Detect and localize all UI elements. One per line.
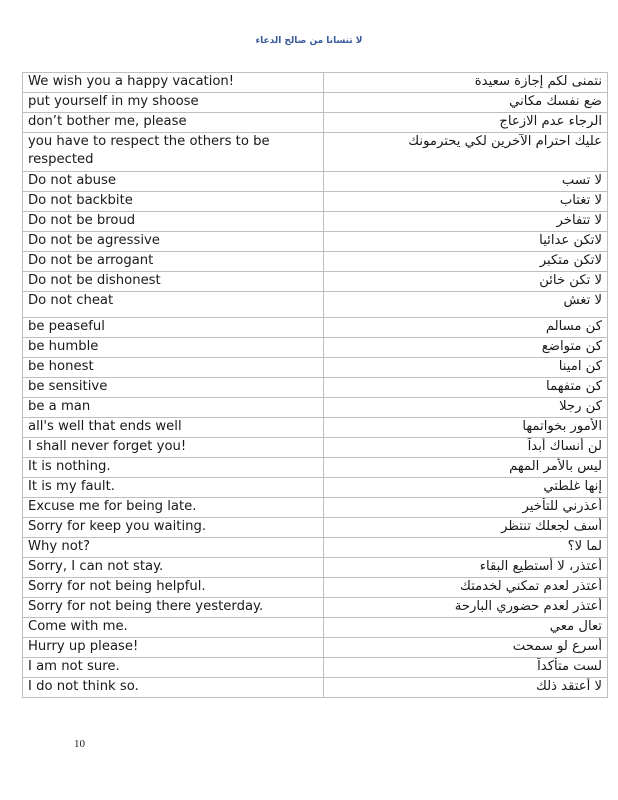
arabic-translation: إنها غلطتي bbox=[324, 478, 608, 498]
table-row bbox=[23, 658, 608, 678]
arabic-translation: كن امينا bbox=[324, 358, 608, 378]
arabic-translation: ليس بالأمر المهم bbox=[324, 458, 608, 478]
english-phrase: put yourself in my shoose bbox=[23, 93, 324, 113]
table-row bbox=[23, 598, 608, 618]
english-phrase: Do not abuse bbox=[23, 172, 324, 192]
arabic-translation: تعال معي bbox=[324, 618, 608, 638]
page-header: لا تنسانا من صالح الدعاء bbox=[255, 36, 363, 46]
table-row bbox=[23, 73, 608, 93]
english-phrase: Do not be agressive bbox=[23, 232, 324, 252]
english-phrase: don’t bother me, please bbox=[23, 113, 324, 133]
table-row bbox=[23, 618, 608, 638]
table-row bbox=[23, 538, 608, 558]
arabic-translation: لن أنساك أبداً bbox=[324, 438, 608, 458]
arabic-translation: كن متفهما bbox=[324, 378, 608, 398]
table-row bbox=[23, 192, 608, 212]
arabic-translation: نتمنى لكم إجازة سعيدة bbox=[324, 73, 608, 93]
english-phrase: you have to respect the others to be respected bbox=[23, 133, 324, 172]
english-phrase: Hurry up please! bbox=[23, 638, 324, 658]
page-number: 10 bbox=[74, 738, 85, 750]
table-row bbox=[23, 518, 608, 538]
arabic-translation: لا تكن خائن bbox=[324, 272, 608, 292]
arabic-translation: لا تسب bbox=[324, 172, 608, 192]
english-phrase: Why not? bbox=[23, 538, 324, 558]
arabic-translation: عليك احترام الآخرين لكي يحترمونك bbox=[324, 133, 608, 172]
table-row bbox=[23, 212, 608, 232]
arabic-translation: أسف لجعلك تنتظر bbox=[324, 518, 608, 538]
english-phrase: It is nothing. bbox=[23, 458, 324, 478]
table-row bbox=[23, 678, 608, 698]
arabic-translation: كن متواضع bbox=[324, 338, 608, 358]
table-row bbox=[23, 478, 608, 498]
table-row bbox=[23, 292, 608, 318]
english-phrase: We wish you a happy vacation! bbox=[23, 73, 324, 93]
table-row bbox=[23, 232, 608, 252]
arabic-translation: ضع نفسك مكاني bbox=[324, 93, 608, 113]
table-row bbox=[23, 458, 608, 478]
arabic-translation: أعتذر لعدم تمكني لخدمتك bbox=[324, 578, 608, 598]
english-phrase: I am not sure. bbox=[23, 658, 324, 678]
english-phrase: be humble bbox=[23, 338, 324, 358]
table-row bbox=[23, 498, 608, 518]
arabic-translation: الرجاء عدم الازعاج bbox=[324, 113, 608, 133]
english-phrase: Sorry for not being there yesterday. bbox=[23, 598, 324, 618]
table-row bbox=[23, 398, 608, 418]
english-phrase: Do not be broud bbox=[23, 212, 324, 232]
phrase-table bbox=[22, 72, 608, 698]
arabic-translation: كن رجلا bbox=[324, 398, 608, 418]
english-phrase: be peaseful bbox=[23, 318, 324, 338]
english-phrase: I do not think so. bbox=[23, 678, 324, 698]
arabic-translation: لاتكن متكبر bbox=[324, 252, 608, 272]
table-row bbox=[23, 338, 608, 358]
table-row bbox=[23, 438, 608, 458]
english-phrase: Excuse me for being late. bbox=[23, 498, 324, 518]
english-phrase: Sorry, I can not stay. bbox=[23, 558, 324, 578]
english-phrase: Do not be arrogant bbox=[23, 252, 324, 272]
english-phrase: all's well that ends well bbox=[23, 418, 324, 438]
arabic-translation: أعذرني للتأخير bbox=[324, 498, 608, 518]
arabic-translation: لا أعتقد ذلك bbox=[324, 678, 608, 698]
table-row bbox=[23, 558, 608, 578]
arabic-translation: أعتذر، لا أستطيع البقاء bbox=[324, 558, 608, 578]
english-phrase: Do not cheat bbox=[23, 292, 324, 318]
english-phrase: Sorry for not being helpful. bbox=[23, 578, 324, 598]
arabic-translation: كن مسالم bbox=[324, 318, 608, 338]
arabic-translation: لا تتفاخر bbox=[324, 212, 608, 232]
english-phrase: Come with me. bbox=[23, 618, 324, 638]
table-row bbox=[23, 418, 608, 438]
english-phrase: I shall never forget you! bbox=[23, 438, 324, 458]
arabic-translation: لا تغتاب bbox=[324, 192, 608, 212]
table-row bbox=[23, 378, 608, 398]
table-row bbox=[23, 172, 608, 192]
table-row bbox=[23, 578, 608, 598]
table-row bbox=[23, 358, 608, 378]
table-row bbox=[23, 113, 608, 133]
arabic-translation: لاتكن عدائيا bbox=[324, 232, 608, 252]
english-phrase: Sorry for keep you waiting. bbox=[23, 518, 324, 538]
english-phrase: It is my fault. bbox=[23, 478, 324, 498]
arabic-translation: لا تغش bbox=[324, 292, 608, 318]
table-row bbox=[23, 272, 608, 292]
table-row bbox=[23, 133, 608, 172]
table-row bbox=[23, 252, 608, 272]
arabic-translation: لست متأكداً bbox=[324, 658, 608, 678]
table-row bbox=[23, 93, 608, 113]
english-phrase: be honest bbox=[23, 358, 324, 378]
table-row bbox=[23, 318, 608, 338]
english-phrase: be sensitive bbox=[23, 378, 324, 398]
english-phrase: be a man bbox=[23, 398, 324, 418]
arabic-translation: أعتذر لعدم حضوري البارحة bbox=[324, 598, 608, 618]
arabic-translation: لما لا؟ bbox=[324, 538, 608, 558]
english-phrase: Do not be dishonest bbox=[23, 272, 324, 292]
arabic-translation: أسرع لو سمحت bbox=[324, 638, 608, 658]
english-phrase: Do not backbite bbox=[23, 192, 324, 212]
arabic-translation: الأمور بخواتمها bbox=[324, 418, 608, 438]
table-row bbox=[23, 638, 608, 658]
